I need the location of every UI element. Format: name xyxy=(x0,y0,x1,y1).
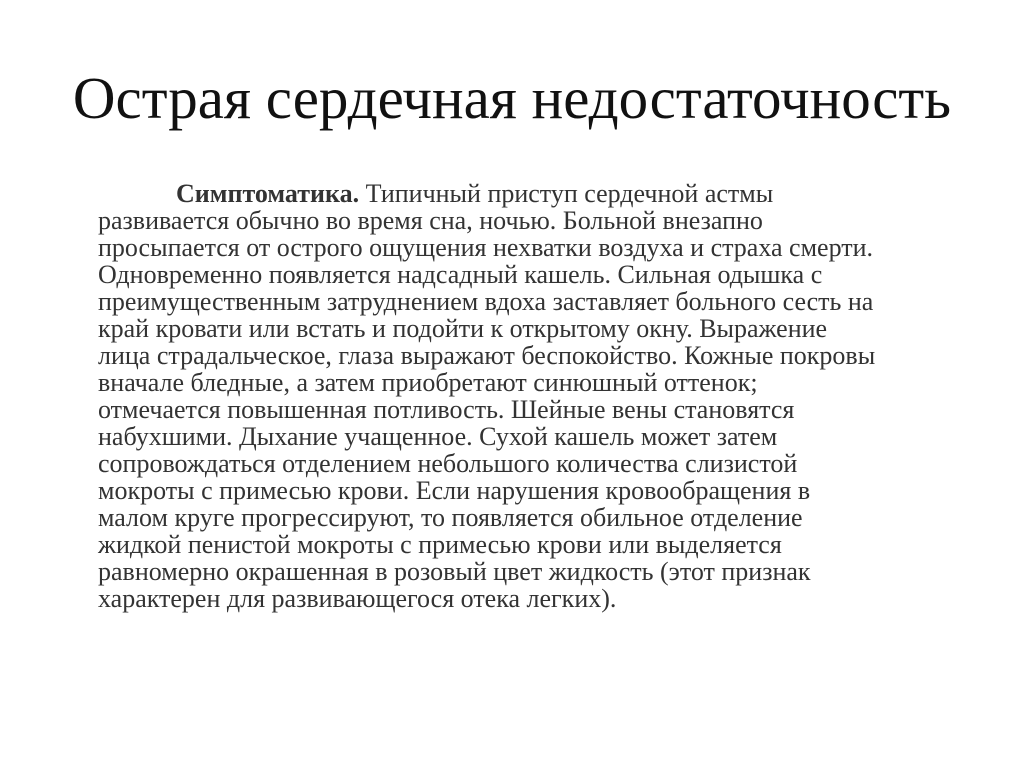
paragraph-line-13: малом круге прогрессируют, то появляется обильное отделение xyxy=(98,503,803,532)
paragraph-line-12: мокроты с примесью крови. Если нарушения кровообращения в xyxy=(98,476,811,505)
line-text: Типичный приступ сердечной астмы xyxy=(359,179,774,208)
slide-title: Острая сердечная недостаточность xyxy=(72,65,952,131)
symptoms-paragraph xyxy=(98,180,958,612)
paragraph-line-14: жидкой пенистой мокроты с примесью крови или выделяется xyxy=(98,530,782,559)
paragraph-line-10: набухшими. Дыхание учащенное. Сухой кашель может затем xyxy=(98,422,778,451)
paragraph-line-2: развивается обычно во время сна, ночью. Больной внезапно xyxy=(98,206,763,235)
paragraph-line-5: преимущественным затруднением вдоха заставляет больного сесть на xyxy=(98,287,874,316)
paragraph-line-9: отмечается повышенная потливость. Шейные вены становятся xyxy=(98,395,795,424)
paragraph-line-8: вначале бледные, а затем приобретают синюшный оттенок; xyxy=(98,368,758,397)
paragraph-line-4: Одновременно появляется надсадный кашель. Сильная одышка с xyxy=(98,260,823,289)
lead-term: Симптоматика. xyxy=(176,179,360,208)
paragraph-line-6: край кровати или встать и подойти к открытому окну. Выражение xyxy=(98,314,828,343)
paragraph-line-11: сопровождаться отделением небольшого количества слизистой xyxy=(98,449,798,478)
paragraph-line-1 xyxy=(98,180,958,207)
paragraph-line-3: просыпается от острого ощущения нехватки воздуха и страха смерти. xyxy=(98,233,873,262)
paragraph-line-15: равномерно окрашенная в розовый цвет жидкость (этот признак xyxy=(98,557,811,586)
paragraph-line-7: лица страдальческое, глаза выражают беспокойство. Кожные покровы xyxy=(98,341,876,370)
paragraph-line-16: характерен для развивающегося отека легких). xyxy=(98,584,617,613)
